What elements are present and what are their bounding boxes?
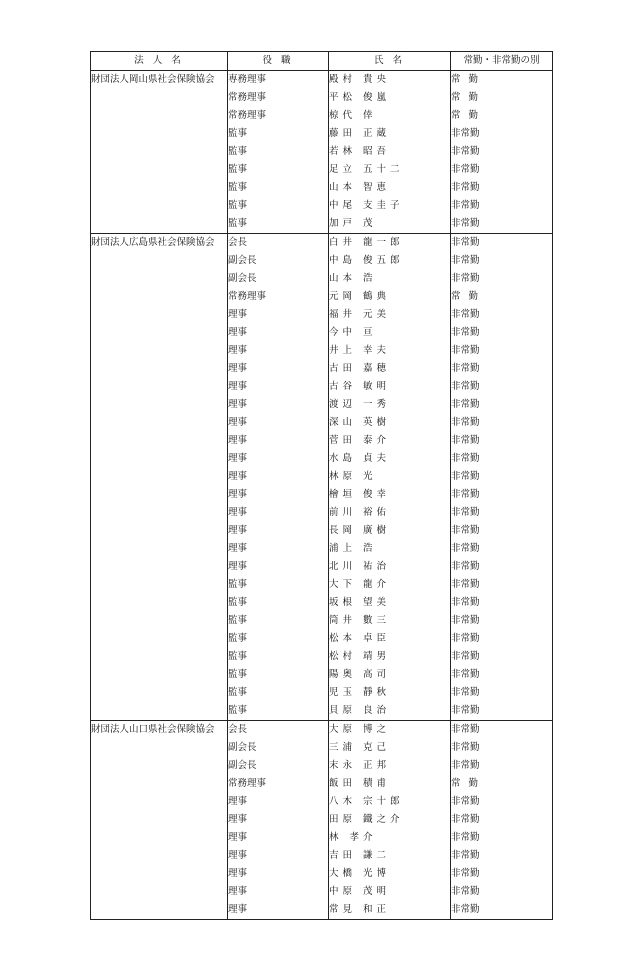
name-cell: 中原 茂明 — [329, 883, 451, 901]
position-cell: 理事 — [228, 504, 329, 522]
position-cell: 監事 — [228, 143, 329, 161]
name-cell: 深山 英樹 — [329, 414, 451, 432]
table-row — [91, 215, 553, 234]
employment-cell: 非常勤 — [451, 414, 553, 432]
position-cell: 副会長 — [228, 270, 329, 288]
position-cell: 理事 — [228, 360, 329, 378]
organization-cell-empty — [91, 594, 228, 612]
header-employment: 常勤・非常勤の別 — [451, 52, 553, 71]
employment-cell: 非常勤 — [451, 648, 553, 666]
organization-cell-empty — [91, 648, 228, 666]
table-row — [91, 847, 553, 865]
table-row — [91, 757, 553, 775]
position-cell: 専務理事 — [228, 71, 329, 90]
name-cell: 菅田 泰介 — [329, 432, 451, 450]
name-cell: 平松 俊嵐 — [329, 89, 451, 107]
position-cell: 会長 — [228, 234, 329, 253]
position-cell: 理事 — [228, 522, 329, 540]
header-position: 役 職 — [228, 52, 329, 71]
table-row — [91, 630, 553, 648]
employment-cell: 非常勤 — [451, 378, 553, 396]
table-row — [91, 739, 553, 757]
organization-cell-empty — [91, 684, 228, 702]
position-cell: 監事 — [228, 161, 329, 179]
name-cell: 今中 亘 — [329, 324, 451, 342]
name-cell: 福井 元美 — [329, 306, 451, 324]
name-cell: 大原 博之 — [329, 721, 451, 740]
name-cell: 山本 浩 — [329, 270, 451, 288]
organization-cell-empty — [91, 197, 228, 215]
name-cell: 大橋 光博 — [329, 865, 451, 883]
organization-cell-empty — [91, 757, 228, 775]
employment-cell: 非常勤 — [451, 179, 553, 197]
table-row — [91, 179, 553, 197]
header-name: 氏 名 — [329, 52, 451, 71]
position-cell: 理事 — [228, 324, 329, 342]
employment-cell: 非常勤 — [451, 432, 553, 450]
organization-cell-empty — [91, 396, 228, 414]
name-cell: 白井 龍一郎 — [329, 234, 451, 253]
organization-cell-empty — [91, 739, 228, 757]
organization-cell-empty — [91, 143, 228, 161]
organization-cell-empty — [91, 215, 228, 234]
position-cell: 監事 — [228, 612, 329, 630]
employment-cell: 常勤 — [451, 71, 553, 90]
organization-cell-empty — [91, 450, 228, 468]
organization-cell-empty — [91, 486, 228, 504]
organization-cell-empty — [91, 432, 228, 450]
table-row — [91, 270, 553, 288]
employment-cell: 非常勤 — [451, 666, 553, 684]
organization-name: 財団法人山口県社会保険協会 — [91, 721, 228, 740]
name-cell: 児玉 靜秋 — [329, 684, 451, 702]
name-cell: 古谷 敏明 — [329, 378, 451, 396]
employment-cell: 非常勤 — [451, 757, 553, 775]
position-cell: 監事 — [228, 594, 329, 612]
table-row — [91, 666, 553, 684]
position-cell: 理事 — [228, 793, 329, 811]
name-cell: 中島 俊五郎 — [329, 252, 451, 270]
organization-cell-empty — [91, 378, 228, 396]
table-row — [91, 540, 553, 558]
name-cell: 井上 幸夫 — [329, 342, 451, 360]
position-cell: 監事 — [228, 648, 329, 666]
employment-cell: 非常勤 — [451, 829, 553, 847]
name-cell: 八木 宗十郎 — [329, 793, 451, 811]
employment-cell: 非常勤 — [451, 847, 553, 865]
header-organization: 法 人 名 — [91, 52, 228, 71]
position-cell: 理事 — [228, 558, 329, 576]
name-cell: 元岡 鶴典 — [329, 288, 451, 306]
position-cell: 理事 — [228, 306, 329, 324]
position-cell: 理事 — [228, 432, 329, 450]
employment-cell: 非常勤 — [451, 486, 553, 504]
position-cell: 理事 — [228, 847, 329, 865]
organization-cell-empty — [91, 252, 228, 270]
organization-cell-empty — [91, 161, 228, 179]
position-cell: 会長 — [228, 721, 329, 740]
table-row — [91, 197, 553, 215]
table-row — [91, 288, 553, 306]
organization-cell-empty — [91, 89, 228, 107]
name-cell: 林 孝介 — [329, 829, 451, 847]
table-row — [91, 684, 553, 702]
organization-cell-empty — [91, 270, 228, 288]
name-cell: 足立 五十二 — [329, 161, 451, 179]
name-cell: 椋代 倖 — [329, 107, 451, 125]
employment-cell: 非常勤 — [451, 197, 553, 215]
employment-cell: 非常勤 — [451, 252, 553, 270]
table-row — [91, 793, 553, 811]
organization-cell-empty — [91, 468, 228, 486]
employment-cell: 非常勤 — [451, 522, 553, 540]
table-row — [91, 161, 553, 179]
position-cell: 監事 — [228, 179, 329, 197]
organization-cell-empty — [91, 901, 228, 920]
name-cell: 飯田 積甫 — [329, 775, 451, 793]
table-row — [91, 721, 553, 740]
table-row — [91, 324, 553, 342]
position-cell: 副会長 — [228, 252, 329, 270]
name-cell: 吉田 謙二 — [329, 847, 451, 865]
employment-cell: 非常勤 — [451, 721, 553, 740]
position-cell: 監事 — [228, 630, 329, 648]
position-cell: 理事 — [228, 450, 329, 468]
organization-cell-empty — [91, 630, 228, 648]
employment-cell: 非常勤 — [451, 576, 553, 594]
organization-cell-empty — [91, 829, 228, 847]
table-row — [91, 612, 553, 630]
position-cell: 監事 — [228, 702, 329, 721]
employment-cell: 非常勤 — [451, 342, 553, 360]
position-cell: 理事 — [228, 883, 329, 901]
name-cell: 前川 裕佑 — [329, 504, 451, 522]
employment-cell: 非常勤 — [451, 306, 553, 324]
employment-cell: 非常勤 — [451, 739, 553, 757]
employment-cell: 非常勤 — [451, 883, 553, 901]
table-row — [91, 468, 553, 486]
table-row — [91, 125, 553, 143]
roster-body — [91, 71, 553, 920]
position-cell: 理事 — [228, 468, 329, 486]
name-cell: 殿村 貴央 — [329, 71, 451, 90]
name-cell: 松村 靖男 — [329, 648, 451, 666]
table-row — [91, 396, 553, 414]
name-cell: 古田 嘉穂 — [329, 360, 451, 378]
name-cell: 加戸 茂 — [329, 215, 451, 234]
table-row — [91, 432, 553, 450]
position-cell: 理事 — [228, 378, 329, 396]
employment-cell: 常勤 — [451, 775, 553, 793]
position-cell: 監事 — [228, 666, 329, 684]
employment-cell: 非常勤 — [451, 161, 553, 179]
organization-cell-empty — [91, 793, 228, 811]
employment-cell: 非常勤 — [451, 270, 553, 288]
organization-cell-empty — [91, 865, 228, 883]
employment-cell: 非常勤 — [451, 684, 553, 702]
position-cell: 理事 — [228, 540, 329, 558]
organization-cell-empty — [91, 540, 228, 558]
employment-cell: 非常勤 — [451, 630, 553, 648]
table-row — [91, 594, 553, 612]
organization-cell-empty — [91, 847, 228, 865]
table-header-row — [91, 52, 553, 71]
name-cell: 田原 鐵之介 — [329, 811, 451, 829]
table-row — [91, 829, 553, 847]
employment-cell: 非常勤 — [451, 594, 553, 612]
table-row — [91, 865, 553, 883]
position-cell: 監事 — [228, 215, 329, 234]
employment-cell: 非常勤 — [451, 612, 553, 630]
table-row — [91, 306, 553, 324]
name-cell: 水島 貞夫 — [329, 450, 451, 468]
employment-cell: 常勤 — [451, 107, 553, 125]
name-cell: 檜垣 俊幸 — [329, 486, 451, 504]
organization-cell-empty — [91, 288, 228, 306]
name-cell: 長岡 廣樹 — [329, 522, 451, 540]
table-row — [91, 504, 553, 522]
employment-cell: 常勤 — [451, 89, 553, 107]
name-cell: 貝原 良治 — [329, 702, 451, 721]
organization-cell-empty — [91, 775, 228, 793]
name-cell: 大下 龍介 — [329, 576, 451, 594]
organization-cell-empty — [91, 811, 228, 829]
position-cell: 理事 — [228, 414, 329, 432]
position-cell: 理事 — [228, 829, 329, 847]
name-cell: 常見 和正 — [329, 901, 451, 920]
position-cell: 監事 — [228, 197, 329, 215]
position-cell: 副会長 — [228, 757, 329, 775]
name-cell: 山本 智恵 — [329, 179, 451, 197]
table-row — [91, 901, 553, 920]
employment-cell: 非常勤 — [451, 793, 553, 811]
organization-cell-empty — [91, 360, 228, 378]
employment-cell: 非常勤 — [451, 125, 553, 143]
name-cell: 浦上 浩 — [329, 540, 451, 558]
table-row — [91, 486, 553, 504]
name-cell: 坂根 望美 — [329, 594, 451, 612]
name-cell: 藤田 正蔵 — [329, 125, 451, 143]
name-cell: 筒井 數三 — [329, 612, 451, 630]
table-row — [91, 450, 553, 468]
position-cell: 理事 — [228, 901, 329, 920]
name-cell: 陽奥 高司 — [329, 666, 451, 684]
organization-cell-empty — [91, 522, 228, 540]
employment-cell: 非常勤 — [451, 504, 553, 522]
name-cell: 三浦 克己 — [329, 739, 451, 757]
position-cell: 常務理事 — [228, 775, 329, 793]
table-row — [91, 775, 553, 793]
employment-cell: 非常勤 — [451, 215, 553, 234]
organization-cell-empty — [91, 342, 228, 360]
table-row — [91, 811, 553, 829]
organization-cell-empty — [91, 702, 228, 721]
position-cell: 監事 — [228, 576, 329, 594]
position-cell: 理事 — [228, 811, 329, 829]
employment-cell: 非常勤 — [451, 702, 553, 721]
table-row — [91, 89, 553, 107]
position-cell: 理事 — [228, 865, 329, 883]
table-row — [91, 378, 553, 396]
position-cell: 監事 — [228, 125, 329, 143]
employment-cell: 非常勤 — [451, 234, 553, 253]
table-row — [91, 143, 553, 161]
table-row — [91, 883, 553, 901]
table-row — [91, 702, 553, 721]
table-row — [91, 342, 553, 360]
employment-cell: 非常勤 — [451, 143, 553, 161]
position-cell: 常務理事 — [228, 89, 329, 107]
organization-cell-empty — [91, 612, 228, 630]
table-row — [91, 107, 553, 125]
name-cell: 渡辺 一秀 — [329, 396, 451, 414]
organization-cell-empty — [91, 306, 228, 324]
table-row — [91, 252, 553, 270]
position-cell: 常務理事 — [228, 107, 329, 125]
name-cell: 中尾 支圭子 — [329, 197, 451, 215]
organization-cell-empty — [91, 666, 228, 684]
employment-cell: 非常勤 — [451, 540, 553, 558]
position-cell: 監事 — [228, 684, 329, 702]
employment-cell: 非常勤 — [451, 901, 553, 920]
employment-cell: 非常勤 — [451, 558, 553, 576]
organization-cell-empty — [91, 324, 228, 342]
organization-cell-empty — [91, 414, 228, 432]
position-cell: 常務理事 — [228, 288, 329, 306]
employment-cell: 非常勤 — [451, 450, 553, 468]
employment-cell: 非常勤 — [451, 468, 553, 486]
organization-name: 財団法人岡山県社会保険協会 — [91, 71, 228, 90]
organization-cell-empty — [91, 179, 228, 197]
table-row — [91, 360, 553, 378]
organization-cell-empty — [91, 576, 228, 594]
table-row — [91, 234, 553, 253]
employment-cell: 常勤 — [451, 288, 553, 306]
name-cell: 松本 卓臣 — [329, 630, 451, 648]
table-row — [91, 648, 553, 666]
employment-cell: 非常勤 — [451, 324, 553, 342]
name-cell: 若林 昭吾 — [329, 143, 451, 161]
employment-cell: 非常勤 — [451, 811, 553, 829]
position-cell: 理事 — [228, 396, 329, 414]
table-row — [91, 71, 553, 90]
organization-cell-empty — [91, 125, 228, 143]
employment-cell: 非常勤 — [451, 396, 553, 414]
table-row — [91, 522, 553, 540]
employment-cell: 非常勤 — [451, 865, 553, 883]
organization-cell-empty — [91, 107, 228, 125]
organization-cell-empty — [91, 883, 228, 901]
position-cell: 理事 — [228, 486, 329, 504]
position-cell: 理事 — [228, 342, 329, 360]
employment-cell: 非常勤 — [451, 360, 553, 378]
name-cell: 末永 正邦 — [329, 757, 451, 775]
position-cell: 副会長 — [228, 739, 329, 757]
organization-cell-empty — [91, 558, 228, 576]
table-row — [91, 576, 553, 594]
name-cell: 北川 祐治 — [329, 558, 451, 576]
organization-name: 財団法人広島県社会保険協会 — [91, 234, 228, 253]
table-row — [91, 558, 553, 576]
table-row — [91, 414, 553, 432]
officer-roster-table — [90, 51, 553, 920]
organization-cell-empty — [91, 504, 228, 522]
name-cell: 林原 光 — [329, 468, 451, 486]
